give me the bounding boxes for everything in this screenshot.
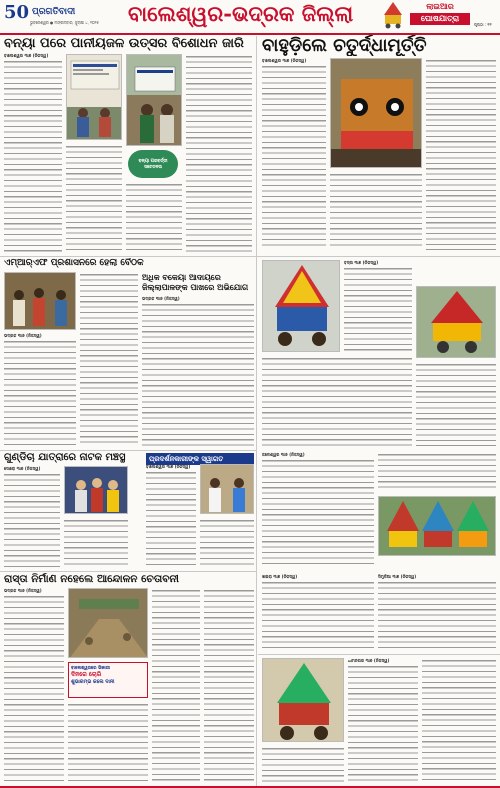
chaturdha-body-col3 [426,58,496,250]
flood-body-col4 [186,54,252,254]
road-body-col4 [204,588,254,784]
rath2-dateline: ଜଳେଶ୍ୱର ୩ା୭ (ନିଜସ୍ୱ) [262,452,305,457]
road-body-col3 [152,588,200,784]
flood-body-col2 [66,144,122,254]
section-title: ବାଲେଶ୍ୱର-ଭଦ୍ରକ ଜିଲ୍ଲା [128,1,354,26]
students-headline: ପ୍ରଦର୍ଶନକାରୀଙ୍କ ସ୍ୱାଗତ [146,453,254,465]
rath4-body [378,580,496,650]
labour-headline: ଏମ୍‌ଆର୍‌ଏଫ ପ୍ରଶାସନରେ ହେଲା ବୈଠକ [4,258,144,268]
flood-badge-text: ବନ୍ୟା ପରବର୍ତ୍ତୀ ସଚେତନତା [138,159,168,170]
flood-photo [66,54,122,140]
misc-dateline: ଧାମନଗର ୩ା୭ (ନିଜସ୍ୱ) [348,658,390,663]
page-number: ପୃଷ୍ଠା : ୧୧ [474,22,492,27]
drama-body-col2 [64,518,128,568]
flood-headline: ବନ୍ୟା ପରେ ପାନୀୟଜଳ ଉତ୍ସର ବିଶୋଧନ ଜାରି [4,36,244,51]
dateline: ଭୁବନେଶ୍ୱର ● ମଙ୍ଗଳବାର, ଜୁଲାଇ ୪, ୨୦୨୫ [30,20,99,25]
rath-photo-2 [416,286,496,358]
road-photo [68,588,148,658]
section-divider [0,256,500,257]
rath2-photo [378,496,496,556]
labour-body-col2 [80,272,138,447]
rath3-caption [262,746,344,784]
students-photo [200,464,254,514]
chariot-icon [380,1,406,29]
protest-body [142,302,254,447]
section-divider-4 [258,654,500,655]
labour-photo [4,272,76,330]
section-divider-3 [0,571,256,572]
students-body-col2 [200,518,254,568]
drama-photo [64,466,128,514]
info-box-line2: ଦିନରେ ଚୋରି [71,671,102,678]
rath-photo [262,260,340,352]
misc-body-col2 [422,658,496,784]
rath3-photo [262,658,344,742]
rath-body-col3 [416,362,496,446]
protest-headline: ଅଧିକ ବକେୟା ଆଦାୟରେ ଜିଲ୍ଲାପାଳଙ୍କ ପାଖରେ ଅଭିଯୋଗ [142,272,249,292]
rath-dateline: ବସ୍ତା ୩ା୭ (ନିଜସ୍ୱ) [344,260,379,265]
info-box-line1: ବାଲେଶ୍ୱରରେ ଭିକାରୀ [71,666,110,671]
rath-body-col1 [344,266,412,352]
chaturdha-body-col2 [330,172,422,250]
flood-body-col3 [126,182,182,254]
misc-body-col1 [348,664,418,784]
road-body-col1 [4,594,64,784]
info-box-line3: ଶୁଭାରମ୍ଭ କଲେ ଦାନୀ [71,679,115,685]
flood-badge [128,150,178,178]
column-divider [256,36,257,788]
section-divider-2 [0,450,256,451]
drama-dateline: ସୋରୋ ୩ା୭ (ନିଜସ୍ୱ) [4,466,41,471]
rath3-body [262,580,374,650]
road-dateline: ଭଦ୍ରକ ୩ା୭ (ନିଜସ୍ୱ) [4,588,42,593]
road-headline: ରାସ୍ତା ନିର୍ମାଣ ନହେଲେ ଆନ୍ଦୋଳନ ଚେତାବନୀ [4,573,179,585]
labour-body-col1 [4,339,76,447]
festival-badge [410,2,470,28]
rath4-dateline: ସିମୁଳିଆ ୩ା୭ (ନିଜସ୍ୱ) [378,574,417,579]
protest-dateline: ଭଦ୍ରକ ୩ା୭ (ନିଜସ୍ୱ) [142,296,180,301]
labour-dateline: ଭଦ୍ରକ ୩ା୭ (ନିଜସ୍ୱ) [4,333,42,338]
chaturdha-photo [330,58,422,168]
chaturdha-headline: ବାହୁଡ଼ିଲେ ଚତୁର୍ଦ୍ଧାମୂର୍ତ୍ତି [262,35,427,56]
students-dateline: ବାଲେଶ୍ୱର ୩ା୭ (ନିଜସ୍ୱ) [146,464,191,469]
brand-name: ପ୍ରଗତିବାଦୀ [32,7,76,17]
drama-body-col1 [4,472,60,568]
flood-body-col1 [4,59,62,254]
rath2-body [262,458,374,568]
road-body-col2 [68,702,148,784]
flood-dateline: ବାଲେଶ୍ୱର ୩ା୭ (ନିଜସ୍ୱ) [4,53,49,58]
chaturdha-dateline: ବାଲେଶ୍ୱର ୩ା୭ (ନିଜସ୍ୱ) [262,58,307,63]
rath3-dateline: ଖଇରା ୩ା୭ (ନିଜସ୍ୱ) [262,574,298,579]
anniversary-number: 50 [4,2,30,23]
festival-badge-bottom: ଘୋଷଯାତ୍ରା [410,13,470,25]
masthead [0,0,500,34]
flood-photo-2 [126,54,182,146]
chaturdha-body-col1 [262,64,326,250]
drama-headline: ଗୁଣ୍ଡିଚା ଯାତ୍ରାରେ ନାଟକ ମଞ୍ଚସ୍ଥ [4,452,126,463]
students-body-col1 [146,470,196,568]
rath-body-col2 [262,356,412,446]
festival-badge-top: ଲାଇଆର [426,2,454,11]
rath2-body-col2 [378,452,496,492]
info-box [68,662,148,698]
